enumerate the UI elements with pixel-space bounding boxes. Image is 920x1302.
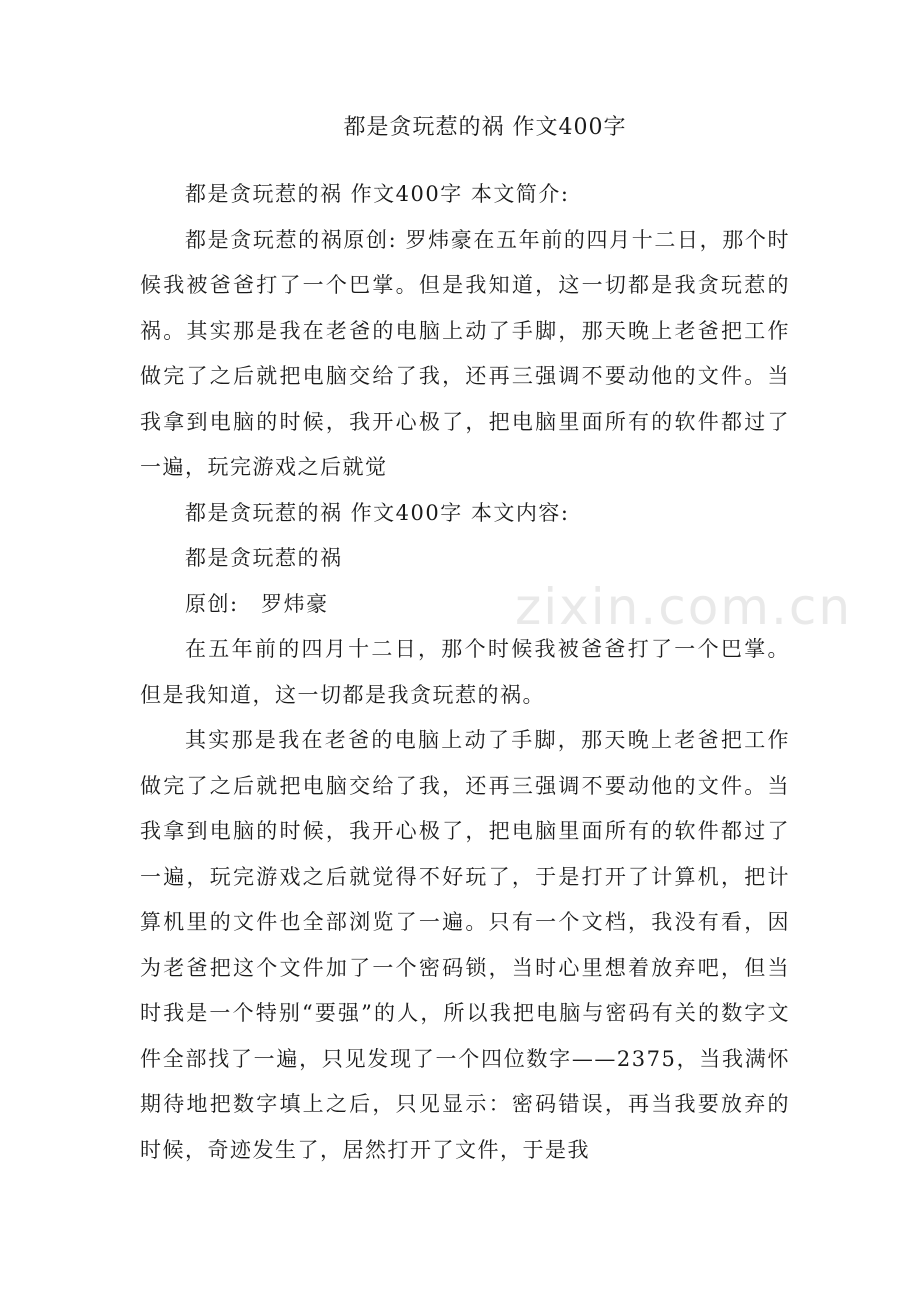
summary-paragraph: 都是贪玩惹的祸原创: 罗炜豪在五年前的四月十二日，那个时候我被爸爸打了一个巴掌。但是我知道，这一切都是我贪玩惹的祸。其实那是我在老爸的电脑上动了手脚，那天晚上老爸把工作做完了之后就把电脑交给了我，还再三强调不要动他的文件。当我拿到电脑的时候，我开心极了，把电脑里面所有的软件都过了一遍，玩完游戏之后就觉 <box>140 227 790 479</box>
content-heading: 都是贪玩惹的祸 作文400字 本文内容: <box>185 500 570 525</box>
essay-paragraph: 其实那是我在老爸的电脑上动了手脚，那天晚上老爸把工作做完了之后就把电脑交给了我，还再三强调不要动他的文件。当我拿到电脑的时候，我开心极了，把电脑里面所有的软件都过了一遍，玩完游戏之后就觉得不好玩了，于是打开了计算机，把计算机里的文件也全部浏览了一遍。只有一个文档，我没有看，因为老爸把这个文件加了一个密码锁，当时心里想着放弃吧，但当时我是一个特别“要强”的人，所以我把电脑与密码有关的数字文件全部找了一遍，只见发现了一个四位数字——2375，当我满怀期待地把数字填上之后，只见显示：密码错误，再当我要放弃的时候，奇迹发生了，居然打开了文件，于是我 <box>140 728 790 1162</box>
author-line: 原创: 罗炜豪 <box>185 591 329 616</box>
intro-heading: 都是贪玩惹的祸 作文400字 本文简介: <box>185 182 570 206</box>
document-title: 都是贪玩惹的祸 作文400字 <box>343 115 627 140</box>
document-body <box>140 172 790 1173</box>
watermark: zixin.com.cn <box>515 578 853 636</box>
essay-paragraph: 在五年前的四月十二日，那个时候我被爸爸打了一个巴掌。但是我知道，这一切都是我贪玩惹的祸。 <box>140 637 790 707</box>
essay-title: 都是贪玩惹的祸 <box>185 546 343 570</box>
